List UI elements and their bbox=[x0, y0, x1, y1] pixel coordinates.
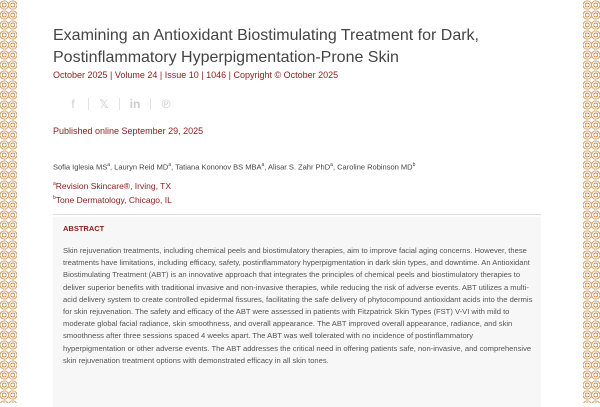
affiliation bbox=[53, 195, 172, 205]
author-sup: a bbox=[168, 162, 172, 168]
author-sup: a bbox=[107, 162, 110, 168]
author-sup: b bbox=[412, 162, 416, 168]
pinterest-icon[interactable]: ℗ bbox=[161, 97, 171, 111]
divider bbox=[53, 214, 541, 215]
affiliation-text: Tone Dermatology, Chicago, IL bbox=[55, 195, 172, 205]
author[interactable]: Lauryn Reid MD bbox=[114, 162, 169, 172]
affiliation-sup: a bbox=[53, 181, 56, 188]
abstract-section bbox=[53, 217, 541, 407]
x-icon[interactable]: 𝕏 bbox=[99, 97, 109, 111]
affiliation-text: Revision Skincare®, Irving, TX bbox=[55, 181, 172, 191]
abstract-text: Skin rejuvenation treatments, including chemical peels and biostimulatory therapies, aim to improve facial aging concerns. However, these treatments have limitations, including efficacy, safety, postinflammatory hyperpigmentation in dark skin types, and downtime. An Antioxidant Biostimulating Treatment (ABT) is an innovative approach that integrates the principles of chemical peels and biostimulatory therapies to deliver superior benefits with traditional invasive and non-invasive therapies, while reducing the risk of adverse events. ABT utilizes a multi-acid delivery system to create controlled epidermal fissures, facilitating the safe delivery of phytocompound antioxidant acids into the dermis for skin rejuvenation. The safety and efficacy of the ABT were assessed in patients with Fitzpatrick Skin Types (FST) V-VI with mild to moderate global facial radiance, skin smoothness, and overall appearance. The ABT improved overall appearance, radiance, and skin smoothness after three sessions spaced 4 weeks apart. The ABT was well tolerated with no incidence of postinflammatory hyperpigmentation or other adverse events. The ABT addresses the critical need in offering patients safe, non-invasive, and comprehensive skin rejuvenation treatment options with demonstrated efficacy in all skin tones. bbox=[63, 246, 533, 365]
abstract-heading: ABSTRACT bbox=[63, 224, 105, 233]
social-share-bar bbox=[58, 97, 181, 111]
published-date: Published online September 29, 2025 bbox=[53, 126, 204, 136]
affiliation bbox=[53, 181, 171, 191]
author[interactable]: Caroline Robinson MD bbox=[337, 162, 413, 172]
author-sup: a bbox=[261, 162, 265, 168]
article-meta: October 2025 | Volume 24 | Issue 10 | 1046 | Copyright © October 2025 bbox=[53, 70, 339, 80]
decorative-border-left bbox=[0, 0, 17, 403]
author[interactable]: Alisar S. Zahr PhD bbox=[268, 162, 331, 172]
facebook-icon[interactable]: f bbox=[71, 97, 75, 111]
decorative-border-right bbox=[583, 0, 600, 403]
linkedin-icon[interactable]: in bbox=[129, 97, 141, 111]
article-title: Examining an Antioxidant Biostimulating Treatment for Dark, Postinflammatory Hyperpigmentation-Prone Skin bbox=[53, 27, 479, 66]
author[interactable]: Tatiana Kononov BS MBA bbox=[175, 162, 262, 172]
author[interactable]: Sofia Iglesia MS bbox=[53, 162, 108, 172]
author-sup: a bbox=[330, 162, 333, 168]
author-list: Sofia Iglesia $MS^a$, Lauryn Reid $MD^a$, Tatiana Kononov BS MBA$^a$, Alisar S. Zahr PhD$^a$, Caroline Robinson $MD^b$ bbox=[53, 162, 416, 172]
affiliation-sup: b bbox=[53, 195, 56, 202]
